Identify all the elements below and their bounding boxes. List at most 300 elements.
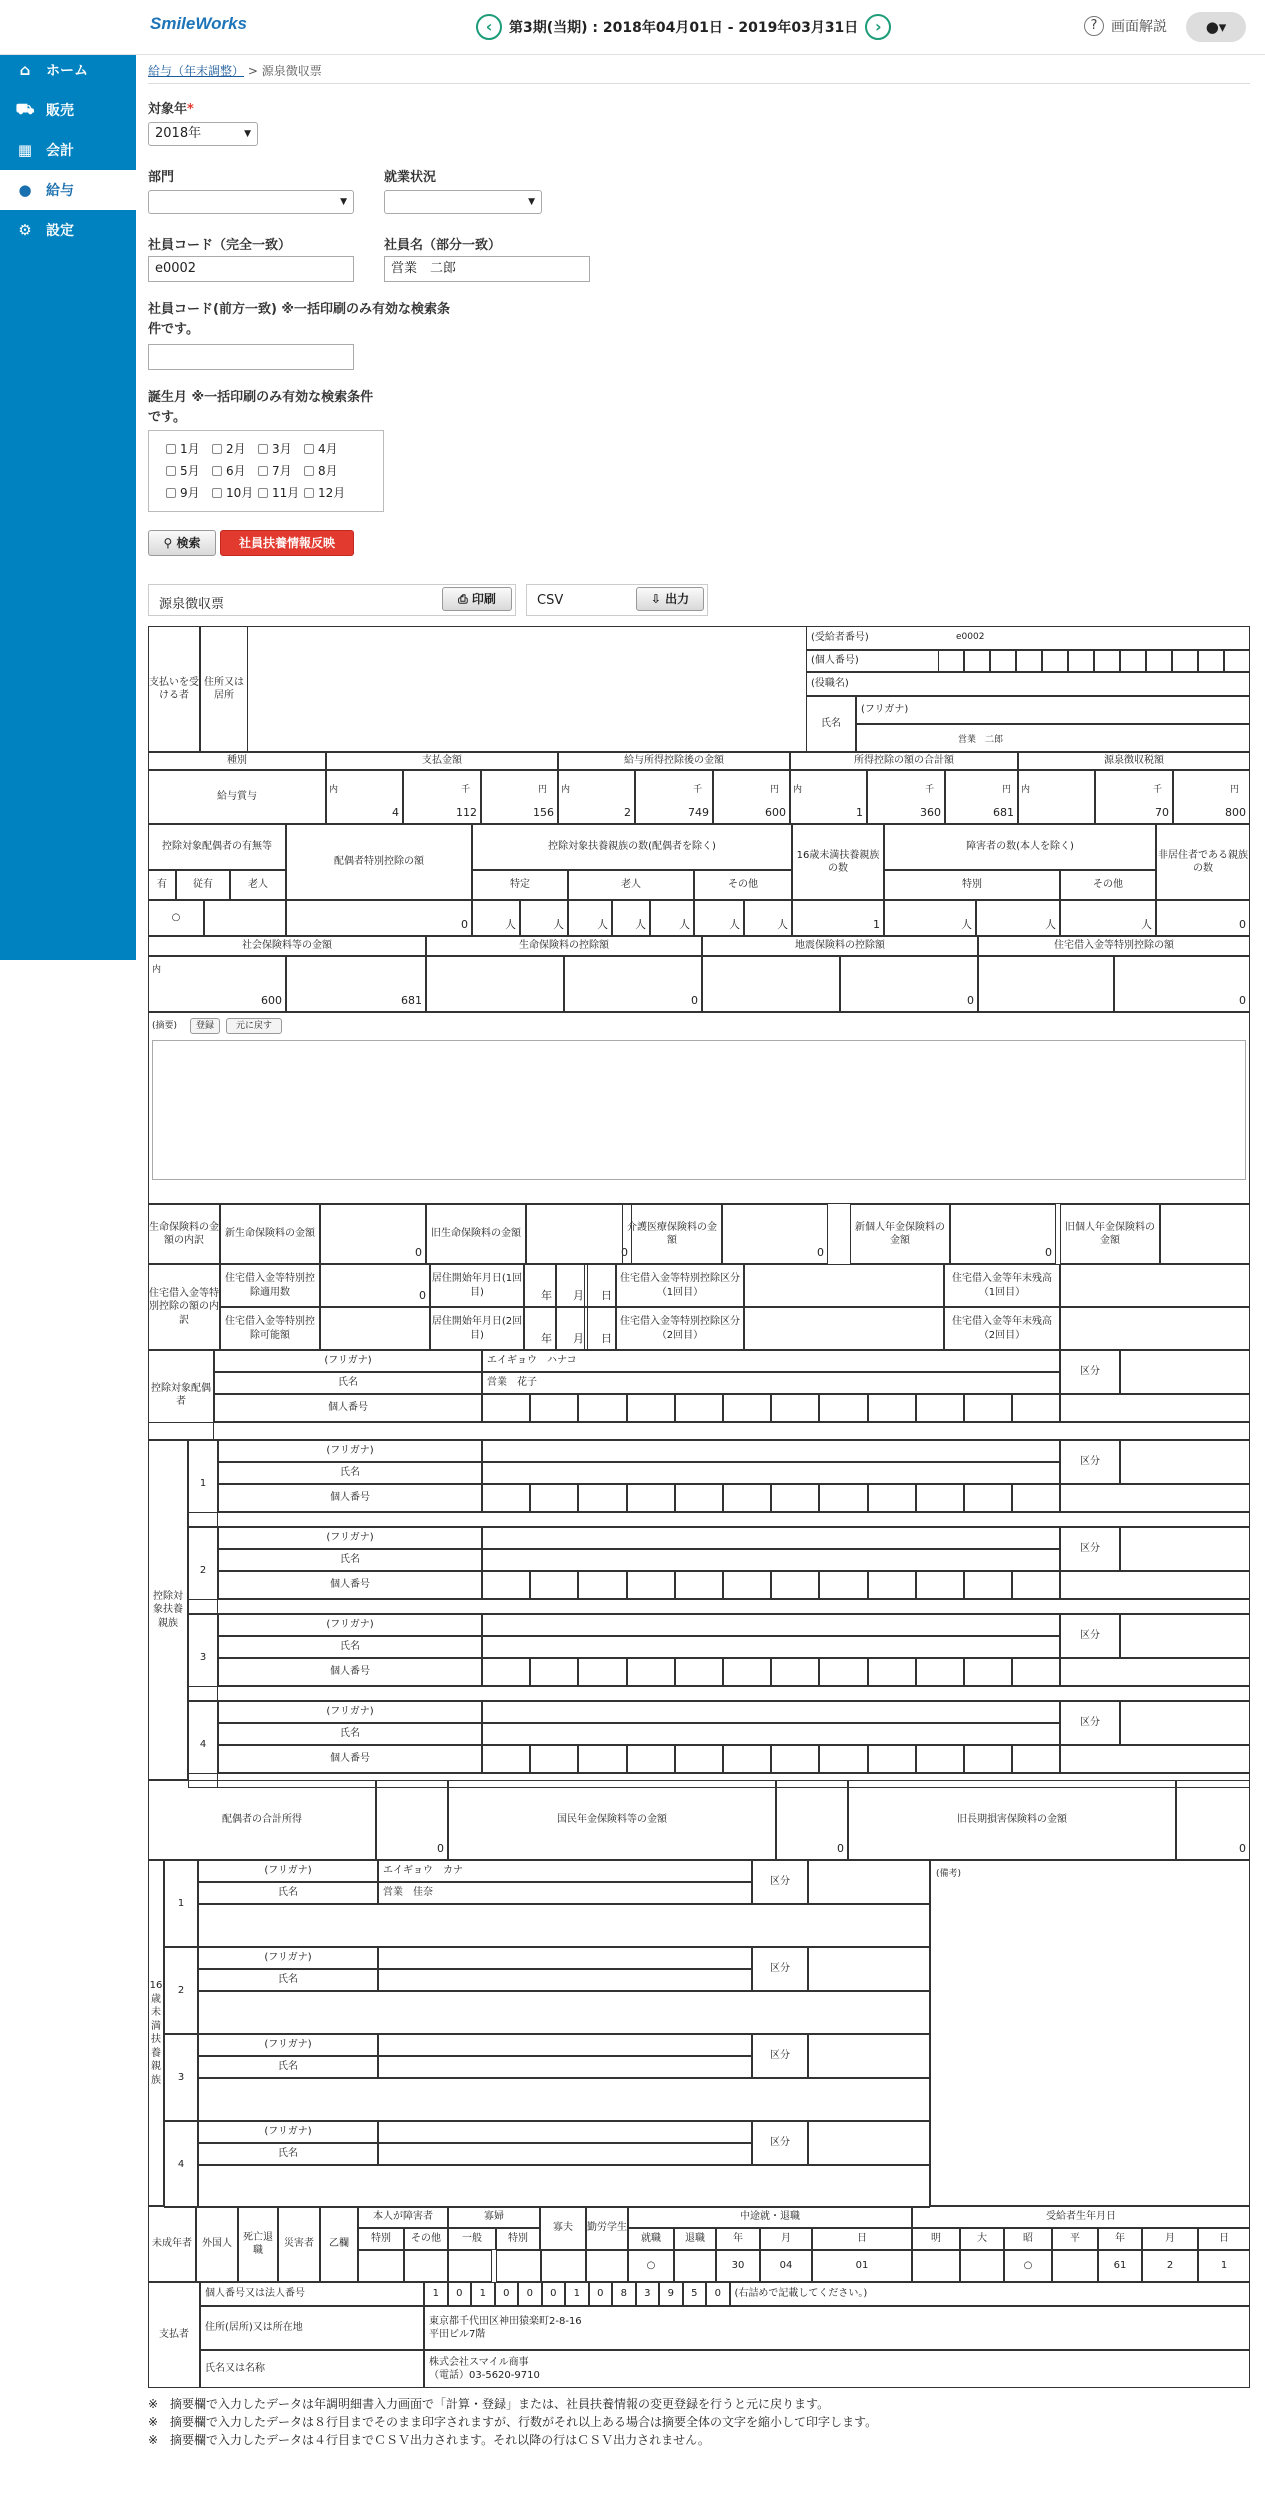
download-icon: ⇩ (650, 592, 666, 606)
form-cell: 0 (320, 1204, 426, 1264)
form-cell: 氏名又は名称 (200, 2350, 424, 2388)
form-cell (1012, 1394, 1060, 1422)
recipient-no-label: (受給者番号) (806, 626, 1250, 650)
search-button[interactable]: ⚲ 検索 (148, 530, 216, 556)
sidebar-item-accounting[interactable] (0, 130, 136, 170)
form-cell: 住宅借入金等特別控除区分（2回目） (616, 1307, 744, 1350)
form-cell: 一般 (448, 2228, 496, 2250)
doc-label: 源泉徴収票 (159, 597, 225, 612)
unit-label: 内 (152, 965, 162, 975)
personal-no-box (990, 650, 1016, 672)
form-cell (188, 1599, 1250, 1614)
personal-no-label: (個人番号) (806, 650, 1250, 672)
amount-cell: 360 (867, 770, 945, 824)
form-cell (540, 2250, 586, 2282)
form-cell (723, 1571, 771, 1599)
form-cell (482, 1549, 1060, 1571)
unit-label: 千 (925, 785, 935, 795)
breadcrumb (148, 62, 322, 79)
form-cell: 生命保険料の金額の内訳 (148, 1204, 220, 1264)
form-cell: 特別 (358, 2228, 404, 2250)
form-cell: 0 (776, 1780, 848, 1860)
form-cell: (フリガナ) (218, 1440, 482, 1462)
form-cell (916, 1571, 964, 1599)
form-cell (1060, 1394, 1250, 1422)
form-cell (771, 1658, 819, 1686)
form-cell: 人 (472, 900, 520, 936)
form-cell: 区分 (752, 1860, 808, 1904)
next-period-button[interactable]: › (865, 14, 891, 40)
spouse-flag-label: 控除対象配偶者の有無等 (148, 824, 286, 870)
form-cell: 1 (424, 2282, 448, 2306)
form-cell: (フリガナ) (198, 2034, 378, 2056)
form-cell (530, 1484, 578, 1512)
sidebar-item-label: 設定 (46, 223, 74, 239)
social-value: 681 (286, 956, 426, 1012)
form-cell (1060, 1658, 1250, 1686)
unit-label: 円 (1002, 785, 1012, 795)
form-cell (198, 2078, 930, 2121)
form-cell: 年 (1098, 2228, 1142, 2250)
calculator-icon: ▦ (17, 141, 33, 159)
form-cell: 明 (912, 2228, 960, 2250)
form-cell (808, 1947, 930, 1991)
form-cell (148, 1422, 1250, 1440)
form-cell: 氏名 (198, 2143, 378, 2165)
form-cell: 0 (518, 2282, 542, 2306)
month-checkbox[interactable]: 8月 (304, 462, 338, 479)
form-cell: 年 (716, 2228, 760, 2250)
nonres-value: 0 (1156, 900, 1250, 936)
form-cell: 0 (495, 2282, 519, 2306)
form-cell (808, 2121, 930, 2165)
memo-label: (摘要) (152, 1021, 178, 1031)
form-cell: 退職 (674, 2228, 716, 2250)
amount-cell (1018, 770, 1095, 824)
form-cell (198, 1904, 930, 1947)
form-cell: 支払者 (148, 2282, 200, 2388)
print-button[interactable]: ⎙ 印刷 (442, 587, 512, 611)
chevron-down-icon: ▼ (528, 197, 535, 207)
unit-label: 円 (538, 785, 548, 795)
code-label: 社員コード（完全一致） (148, 238, 292, 253)
form-cell: 0 (320, 1264, 430, 1307)
recipient-name: 営業 二郎 (958, 735, 1004, 745)
form-cell: 日 (584, 1264, 616, 1307)
form-cell (1120, 1350, 1250, 1394)
form-cell: 0 (542, 2282, 566, 2306)
form-cell: 昭 (1004, 2228, 1052, 2250)
recipient-no: e0002 (956, 632, 985, 642)
form-cell (627, 1745, 675, 1773)
form-cell (1160, 1204, 1250, 1264)
note: ※ 摘要欄で入力したデータは４行目までＣＳＶ出力されます。それ以降の行はＣＳＶ出力されません。 (148, 2433, 710, 2447)
form-cell (1060, 1571, 1250, 1599)
name-label: 氏名 (806, 696, 856, 752)
form-cell (964, 1658, 1012, 1686)
form-cell: 氏名 (218, 1549, 482, 1571)
form-cell: 勤労学生 (586, 2206, 628, 2250)
unit-label: 内 (561, 785, 571, 795)
form-cell: 乙欄 (320, 2206, 358, 2282)
note: ※ 摘要欄で入力したデータは年調明細書入力画面で「計算・登録」または、社員扶養情報の変更登録を行うと元に戻ります。 (148, 2397, 830, 2411)
year-label: 対象年* (148, 102, 194, 117)
status-select[interactable] (384, 190, 542, 214)
form-cell (723, 1745, 771, 1773)
form-cell: 3 (164, 2034, 198, 2121)
form-cell: (フリガナ) (198, 2121, 378, 2143)
name-input[interactable]: 営業 二郎 (384, 256, 590, 282)
form-cell (627, 1394, 675, 1422)
form-cell: 1 (565, 2282, 589, 2306)
form-cell: 2 (1142, 2250, 1198, 2282)
reflect-dependents-button[interactable]: 社員扶養情報反映 (220, 530, 354, 556)
form-cell (1052, 2250, 1098, 2282)
form-cell: 日 (584, 1307, 616, 1350)
form-cell (1060, 1264, 1250, 1307)
personal-no-box (938, 650, 964, 672)
form-cell (808, 2034, 930, 2078)
form-cell: 日 (1198, 2228, 1250, 2250)
amount-cell: 1 (790, 770, 867, 824)
cart-icon: ⛟ (15, 100, 35, 118)
sidebar-item-payroll[interactable] (0, 170, 136, 210)
form-cell (819, 1571, 867, 1599)
form-cell: 0 (1176, 1780, 1250, 1860)
form-cell (744, 1264, 944, 1307)
form-cell: 人 (568, 900, 612, 936)
birth-month-label: 誕生月 ※一括印刷のみ有効な検索条件です。 (148, 390, 374, 425)
dept-label: 部門 (148, 170, 175, 185)
form-cell: 0 (722, 1204, 828, 1264)
form-cell: その他 (694, 870, 792, 900)
amount-cell: 600 (713, 770, 790, 824)
month-checkbox[interactable]: 4月 (304, 440, 338, 457)
form-cell: 有 (148, 870, 176, 900)
form-cell (675, 1571, 723, 1599)
recipient-block (148, 626, 1250, 752)
search-icon: ⚲ (163, 536, 177, 550)
prefix-input[interactable] (148, 344, 354, 370)
form-cell: 区分 (1060, 1440, 1120, 1484)
personal-no-box (1172, 650, 1198, 672)
form-cell (198, 2165, 930, 2208)
csv-label: CSV (537, 593, 564, 608)
form-cell: 8 (612, 2282, 636, 2306)
recipient-label: 支払いを受ける者 (148, 626, 200, 752)
form-cell: 1 (188, 1440, 218, 1527)
form-cell: 中途就・退職 (628, 2206, 912, 2228)
type-header: 種別 (148, 752, 326, 770)
code-input[interactable]: e0002 (148, 256, 354, 282)
form-cell: 氏名 (198, 1882, 378, 1904)
disabled-label: 障害者の数(本人を除く) (884, 824, 1156, 870)
form-cell: 社会保険料等の金額 (148, 936, 426, 956)
form-cell (482, 1484, 530, 1512)
form-cell (188, 1686, 1250, 1701)
form-cell: 61 (1098, 2250, 1142, 2282)
quake-value (702, 956, 840, 1012)
memo-textarea[interactable] (152, 1040, 1246, 1180)
form-cell: 地震保険料の控除額 (702, 936, 978, 956)
sidebar-item-sales[interactable] (0, 90, 136, 130)
form-cell: 5 (683, 2282, 707, 2306)
form-cell (916, 1658, 964, 1686)
amount-cell: 156 (481, 770, 558, 824)
social-value: 600 (148, 956, 286, 1012)
form-cell (530, 1394, 578, 1422)
form-cell: 外国人 (196, 2206, 238, 2282)
form-cell (771, 1484, 819, 1512)
form-cell: 年 (524, 1264, 556, 1307)
form-cell: 従有 (176, 870, 230, 900)
form-cell (868, 1484, 916, 1512)
form-cell (482, 1462, 1060, 1484)
form-cell: 受給者生年月日 (912, 2206, 1250, 2228)
personal-no-box (1094, 650, 1120, 672)
form-cell: 居住開始年月日(1回目) (430, 1264, 524, 1307)
personal-no-box (1120, 650, 1146, 672)
form-cell: 0 (448, 2282, 472, 2306)
form-cell (771, 1571, 819, 1599)
name-cell (856, 724, 1250, 752)
form-cell (1120, 1614, 1250, 1658)
house-value: 0 (1114, 956, 1250, 1012)
amount-cell: 70 (1095, 770, 1173, 824)
sidebar-item-label: 給与 (46, 183, 74, 199)
form-cell: 旧生命保険料の金額 (426, 1204, 526, 1264)
form-cell (378, 2034, 752, 2056)
month-checkbox[interactable]: 1月 (166, 440, 200, 457)
form-cell: 住宅借入金等年末残高（1回目） (944, 1264, 1060, 1307)
form-cell: (フリガナ) (198, 1860, 378, 1882)
form-cell: 0 (526, 1204, 632, 1264)
unit-label: 千 (461, 785, 471, 795)
month-checkbox[interactable]: 3月 (258, 440, 292, 457)
form-cell: 30 (716, 2250, 760, 2282)
form-cell (771, 1745, 819, 1773)
form-cell: 年 (524, 1307, 556, 1350)
form-cell (627, 1484, 675, 1512)
form-cell (320, 1307, 430, 1350)
form-cell: 2 (164, 1947, 198, 2034)
form-cell (1012, 1745, 1060, 1773)
form-cell: 個人番号 (218, 1658, 482, 1686)
form-cell: 人 (694, 900, 744, 936)
form-cell (496, 2250, 542, 2282)
divider (148, 83, 1250, 84)
personal-no-box (1146, 650, 1172, 672)
form-cell: 氏名 (218, 1462, 482, 1484)
form-cell: 死亡退職 (238, 2206, 278, 2282)
form-cell: 氏名 (198, 2056, 378, 2078)
dependents-label: 控除対象扶養親族の数(配偶者を除く) (472, 824, 792, 870)
form-cell: 配偶者の合計所得 (148, 1780, 376, 1860)
form-cell: 個人番号 (214, 1394, 482, 1422)
form-cell (675, 1745, 723, 1773)
form-cell (204, 900, 286, 936)
form-cell: 人 (520, 900, 568, 936)
form-cell: 旧長期損害保険料の金額 (848, 1780, 1176, 1860)
form-cell: 特別 (496, 2228, 540, 2250)
form-cell: (フリガナ) (198, 1947, 378, 1969)
note: ※ 摘要欄で入力したデータは８行目までそのまま印字されますが、行数がそれ以上ある場合は摘要全体の文字を縮小して印字します。 (148, 2415, 878, 2429)
month-checkbox[interactable]: 5月 (166, 462, 200, 479)
form-cell: 4 (188, 1701, 218, 1788)
form-cell (964, 1745, 1012, 1773)
form-cell: 人 (884, 900, 976, 936)
form-cell: 月 (556, 1307, 588, 1350)
form-cell (482, 1440, 1060, 1462)
form-cell (448, 2250, 492, 2282)
form-cell: 1 (164, 1860, 198, 1947)
form-cell (1060, 1484, 1250, 1512)
form-cell: (フリガナ) (218, 1701, 482, 1723)
help-link[interactable] (1084, 16, 1167, 36)
spouse-special-value: 0 (286, 900, 472, 936)
form-cell (358, 2250, 404, 2282)
month-checkbox[interactable]: 2月 (212, 440, 246, 457)
user-menu-button[interactable] (1186, 12, 1246, 42)
year-select[interactable]: 2018年 ▼ (148, 122, 258, 146)
month-checkbox[interactable]: 7月 (258, 462, 292, 479)
name-label: 社員名（部分一致） (384, 238, 502, 253)
printer-icon: ⎙ (458, 592, 472, 606)
form-cell (744, 1307, 944, 1350)
form-cell: 老人 (230, 870, 286, 900)
memo-reset-button[interactable]: 元に戻す (226, 1018, 282, 1034)
form-cell (378, 2121, 752, 2143)
under16-label: 16歳未満扶養親族の数 (792, 824, 884, 900)
position-label: (役職名) (806, 672, 1250, 696)
form-cell (482, 1723, 1060, 1745)
life-value (426, 956, 564, 1012)
form-cell (819, 1745, 867, 1773)
notes (148, 2395, 1250, 2449)
form-cell: 0 (589, 2282, 613, 2306)
under16-value: 1 (792, 900, 884, 936)
form-cell (482, 1636, 1060, 1658)
breadcrumb-sep: > (247, 64, 258, 78)
form-cell (530, 1571, 578, 1599)
month-checkbox[interactable]: 10月 (212, 484, 253, 501)
memo-save-button[interactable]: 登録 (190, 1018, 220, 1034)
form-cell (819, 1394, 867, 1422)
month-checkbox[interactable]: 6月 (212, 462, 246, 479)
form-cell (964, 1484, 1012, 1512)
form-cell: 未成年者 (148, 2206, 196, 2282)
month-checkbox[interactable]: 9月 (166, 484, 200, 501)
form-cell (1120, 1527, 1250, 1571)
after-header: 給与所得控除後の金額 (558, 752, 790, 770)
form-cell (964, 1571, 1012, 1599)
unit-label: 円 (1230, 785, 1240, 795)
logo[interactable]: SmileWorks (150, 14, 248, 33)
form-cell: (フリガナ) (214, 1350, 482, 1372)
form-cell (378, 2143, 752, 2165)
export-button[interactable]: ⇩ 出力 (636, 587, 704, 611)
amount-cell: 749 (635, 770, 713, 824)
form-cell: 株式会社スマイル商事 （電話）03-5620-9710 (424, 2350, 1250, 2388)
spouse-mark: ○ (148, 900, 204, 936)
form-cell: 区分 (1060, 1527, 1120, 1571)
period-selector (476, 14, 891, 40)
period-label: 第3期(当期) : 2018年04月01日 - 2019年03月31日 (509, 20, 859, 36)
unit-label: 内 (793, 785, 803, 795)
sidebar-item-home[interactable] (0, 50, 136, 90)
month-checkbox[interactable]: 11月 (258, 484, 299, 501)
form-cell: 就職 (628, 2228, 674, 2250)
form-cell (482, 1658, 530, 1686)
form-cell: 16歳未満扶養親族 (148, 1860, 164, 2206)
form-cell (964, 1394, 1012, 1422)
unit-label: 千 (1153, 785, 1163, 795)
form-cell: 月 (760, 2228, 812, 2250)
form-cell: 1 (1198, 2250, 1250, 2282)
status-label: 就業状況 (384, 170, 437, 185)
form-cell: 月 (1142, 2228, 1198, 2250)
form-cell (771, 1394, 819, 1422)
form-cell: 寡夫 (540, 2206, 586, 2250)
amount-cell: 4 (326, 770, 403, 824)
money-icon: ● (18, 181, 32, 199)
form-cell (1012, 1571, 1060, 1599)
form-cell (912, 2250, 960, 2282)
remarks-label: (備考) (936, 1869, 962, 1879)
breadcrumb-parent[interactable]: 給与（年末調整） (148, 64, 245, 78)
prev-period-button[interactable]: ‹ (476, 14, 502, 40)
form-cell (916, 1394, 964, 1422)
form-cell (578, 1658, 626, 1686)
dept-select[interactable] (148, 190, 354, 214)
form-cell: ○ (1004, 2250, 1052, 2282)
form-cell (819, 1484, 867, 1512)
form-cell: 住宅借入金等特別控除区分（1回目） (616, 1264, 744, 1307)
menu-toggle-icon[interactable]: ☰ (96, 11, 114, 35)
form-cell: 個人番号 (218, 1571, 482, 1599)
form-cell: 災害者 (278, 2206, 320, 2282)
form-cell: 特別 (884, 870, 1060, 900)
form-cell: 3 (636, 2282, 660, 2306)
form-cell: 特定 (472, 870, 568, 900)
form-cell: 寡婦 (448, 2206, 540, 2228)
form-cell: 人 (612, 900, 650, 936)
type-value: 給与賞与 (148, 770, 326, 824)
form-cell (868, 1745, 916, 1773)
form-cell (723, 1394, 771, 1422)
sidebar-item-settings[interactable] (0, 210, 136, 250)
form-cell (378, 1969, 752, 1991)
form-cell (578, 1394, 626, 1422)
form-cell (1060, 1307, 1250, 1350)
month-checkbox[interactable]: 12月 (304, 484, 345, 501)
form-cell (1012, 1658, 1060, 1686)
form-cell (378, 2056, 752, 2078)
top-bar (0, 0, 1265, 55)
amount-cell: 112 (403, 770, 481, 824)
form-cell (627, 1571, 675, 1599)
form-cell: 0 (376, 1780, 448, 1860)
form-cell (578, 1745, 626, 1773)
form-cell: 住宅借入金等特別控除の額 (978, 936, 1250, 956)
house-value (978, 956, 1114, 1012)
form-cell (188, 1773, 1250, 1788)
form-cell: 控除対象扶養親族 (148, 1440, 188, 1780)
form-cell: 居住開始年月日(2回目) (430, 1307, 524, 1350)
form-cell (188, 1512, 1250, 1527)
form-cell: 東京都千代田区神田猿楽町2-8-16 平田ビル7階 (424, 2306, 1250, 2350)
sidebar (0, 0, 136, 960)
